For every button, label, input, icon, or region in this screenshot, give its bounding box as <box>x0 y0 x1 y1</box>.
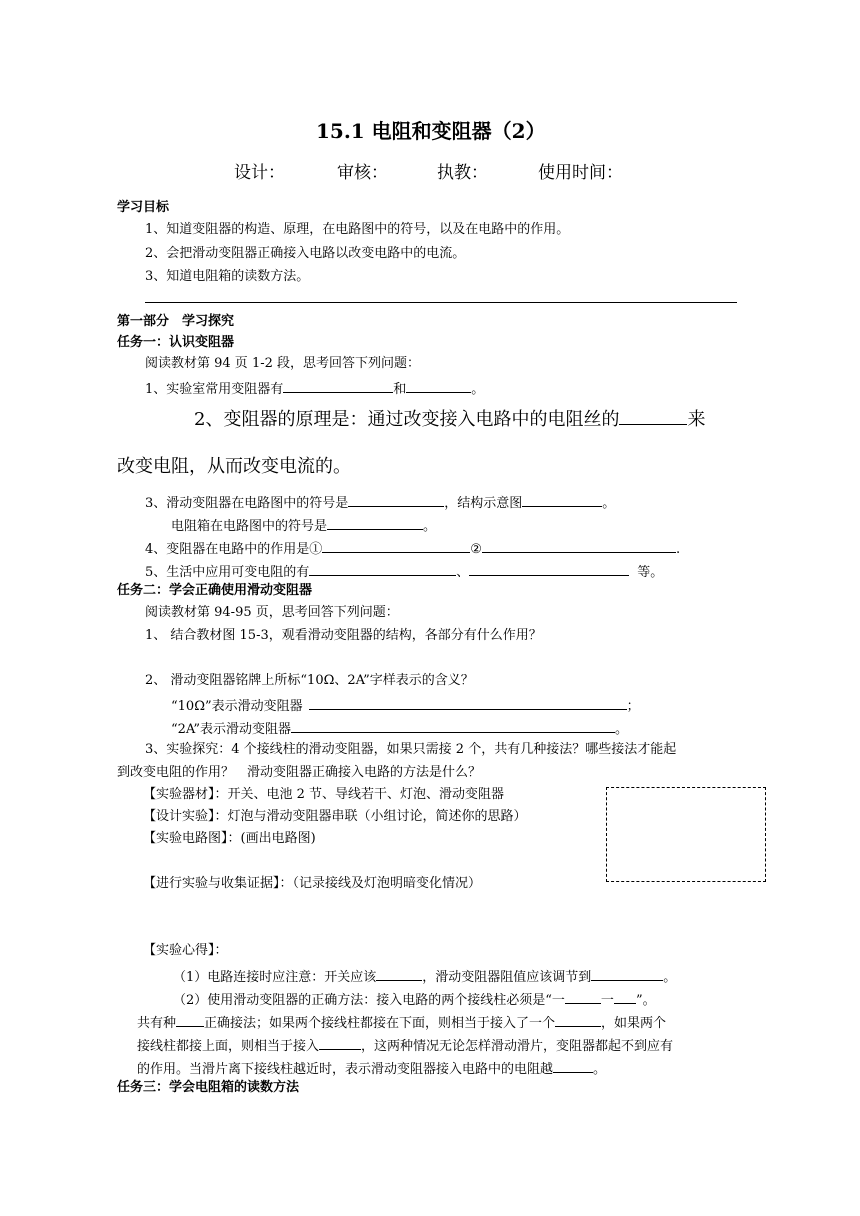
task2-question-3-line2: 到改变电阻的作用？ 滑动变阻器正确接入电路的方法是什么？ <box>117 765 482 780</box>
answer-blank[interactable] <box>291 719 615 733</box>
answer-blank[interactable] <box>522 493 602 507</box>
c4-text: 接线柱都接上面，则相当于接入 <box>137 1039 320 1054</box>
q2-text: 2、变阻器的原理是：通过改变接入电路中的电阻丝的 <box>194 409 620 430</box>
answer-blank[interactable] <box>619 408 687 425</box>
q1-text: 1、实验室常用变阻器有 <box>145 382 284 397</box>
c3-text: 共有种 <box>137 1016 177 1031</box>
q3-text: 3、滑动变阻器在电路图中的符号是 <box>145 496 349 511</box>
c2-text: 一 <box>600 993 614 1008</box>
meta-review: 审核： <box>337 163 388 183</box>
answer-blank[interactable] <box>348 493 444 507</box>
q5-text: 5、生活中应用可变电阻的有 <box>145 565 310 580</box>
task2-question-2: 2、 滑动变阻器铭牌上所标“10Ω、2A”字样表示的含义？ <box>145 673 474 688</box>
task1-question-3 <box>145 493 615 512</box>
meta-time: 使用时间： <box>538 163 623 183</box>
divider <box>145 302 737 303</box>
insight-heading: 【实验心得】： <box>143 943 228 958</box>
q1-text: 和 <box>393 382 407 397</box>
c3-text: 正确接法；如果两个接线柱都接在下面，则相当于接入了一个 <box>204 1016 556 1031</box>
answer-blank[interactable] <box>565 990 601 1004</box>
c2-text: ”。 <box>635 993 656 1008</box>
insight-2 <box>173 990 656 1009</box>
circuit-diagram-box[interactable] <box>606 787 766 882</box>
q1-text: 。 <box>471 382 485 397</box>
c1-text: 。 <box>663 970 677 985</box>
task1-question-2-cont: 改变电阻，从而改变电流的。 <box>117 456 351 477</box>
q2a-text: “10Ω”表示滑动变阻器 <box>171 699 303 714</box>
c5-text: 。 <box>593 1062 607 1077</box>
c5-text: 的作用。当滑片离下接线柱越近时，表示滑动变阻器接入电路中的电阻越 <box>137 1062 554 1077</box>
q4-text: ② <box>470 542 482 557</box>
task1-question-3b <box>171 516 436 535</box>
answer-blank[interactable] <box>319 1036 361 1050</box>
answer-blank[interactable] <box>309 696 627 710</box>
q2b-text: 。 <box>615 722 629 737</box>
evidence-line: 【进行实验与收集证据】：（记录接线及灯泡明暗变化情况） <box>143 876 482 891</box>
answer-blank[interactable] <box>327 516 423 530</box>
objective-item: 1、知道变阻器的构造、原理，在电路图中的符号，以及在电路中的作用。 <box>145 222 570 237</box>
task1-question-4 <box>145 539 680 558</box>
task2-question-2a <box>171 696 640 715</box>
answer-blank[interactable] <box>591 967 663 981</box>
insight-5 <box>137 1059 606 1078</box>
meta-teach: 执教： <box>437 163 488 183</box>
answer-blank[interactable] <box>555 1013 601 1027</box>
circuit-line: 【实验电路图】：(画出电路图) <box>143 831 316 846</box>
insight-4 <box>137 1036 673 1055</box>
answer-blank[interactable] <box>322 539 470 553</box>
task2-question-1: 1、 结合教材图 15-3，观看滑动变阻器的结构，各部分有什么作用？ <box>145 628 542 643</box>
answer-blank[interactable] <box>482 539 676 553</box>
c2-text: （2）使用滑动变阻器的正确方法：接入电路的两个接线柱必须是“一 <box>173 993 565 1008</box>
task3-heading: 任务三：学会电阻箱的读数方法 <box>117 1080 300 1095</box>
q4-text: . <box>675 542 681 557</box>
task2-intro: 阅读教材第 94-95 页，思考回答下列问题： <box>145 605 399 620</box>
task1-question-5 <box>145 562 663 581</box>
task1-question-1 <box>145 379 484 398</box>
q3-text: ，结构示意图 <box>444 496 523 511</box>
design-line: 【设计实验】：灯泡与滑动变阻器串联（小组讨论，简述你的思路） <box>143 809 527 824</box>
task1-intro: 阅读教材第 94 页 1-2 段，思考回答下列问题： <box>145 356 421 371</box>
q3-text: 。 <box>602 496 616 511</box>
answer-blank[interactable] <box>614 990 636 1004</box>
q3b-text: 。 <box>423 519 437 534</box>
task1-heading: 任务一：认识变阻器 <box>117 335 235 350</box>
task2-heading: 任务二：学会正确使用滑动变阻器 <box>117 583 313 598</box>
answer-blank[interactable] <box>469 562 629 576</box>
task2-question-3-line1: 3、实验探究：4 个接线柱的滑动变阻器，如果只需接 2 个，共有几种接法？哪些接法才能起 <box>145 742 677 757</box>
objective-item: 2、会把滑动变阻器正确接入电路以改变电路中的电流。 <box>145 246 466 261</box>
answer-blank[interactable] <box>376 967 422 981</box>
answer-blank[interactable] <box>283 379 393 393</box>
q5-text: 等。 <box>637 565 664 580</box>
answer-blank[interactable] <box>309 562 456 576</box>
objective-item: 3、知道电阻箱的读数方法。 <box>145 269 310 284</box>
insight-1 <box>173 967 676 986</box>
q2-text: 来 <box>687 409 706 430</box>
insight-3 <box>137 1013 666 1032</box>
meta-design: 设计： <box>234 163 285 183</box>
objectives-heading: 学习目标 <box>117 200 170 215</box>
q2b-text: “2A”表示滑动变阻器 <box>171 722 292 737</box>
answer-blank[interactable] <box>553 1059 593 1073</box>
part1-heading: 第一部分 学习探究 <box>117 314 235 329</box>
q2a-text: ； <box>626 699 640 714</box>
q5-text: 、 <box>456 565 470 580</box>
c3-text: ，如果两个 <box>601 1016 667 1031</box>
task1-question-2 <box>194 408 705 432</box>
q4-text: 4、变阻器在电路中的作用是① <box>145 542 323 557</box>
task2-question-2b <box>171 719 628 738</box>
c1-text: ，滑动变阻器阻值应该调节到 <box>422 970 592 985</box>
page-title: 15.1 电阻和变阻器（2） <box>316 119 546 143</box>
c1-text: （1）电路连接时应注意：开关应该 <box>173 970 377 985</box>
answer-blank[interactable] <box>406 379 471 393</box>
answer-blank[interactable] <box>176 1013 204 1027</box>
q3b-text: 电阻箱在电路图中的符号是 <box>171 519 328 534</box>
equipment-line: 【实验器材】：开关、电池 2 节、导线若干、灯泡、滑动变阻器 <box>143 787 505 802</box>
c4-text: ，这两种情况无论怎样滑动滑片，变阻器都起不到应有 <box>361 1039 674 1054</box>
